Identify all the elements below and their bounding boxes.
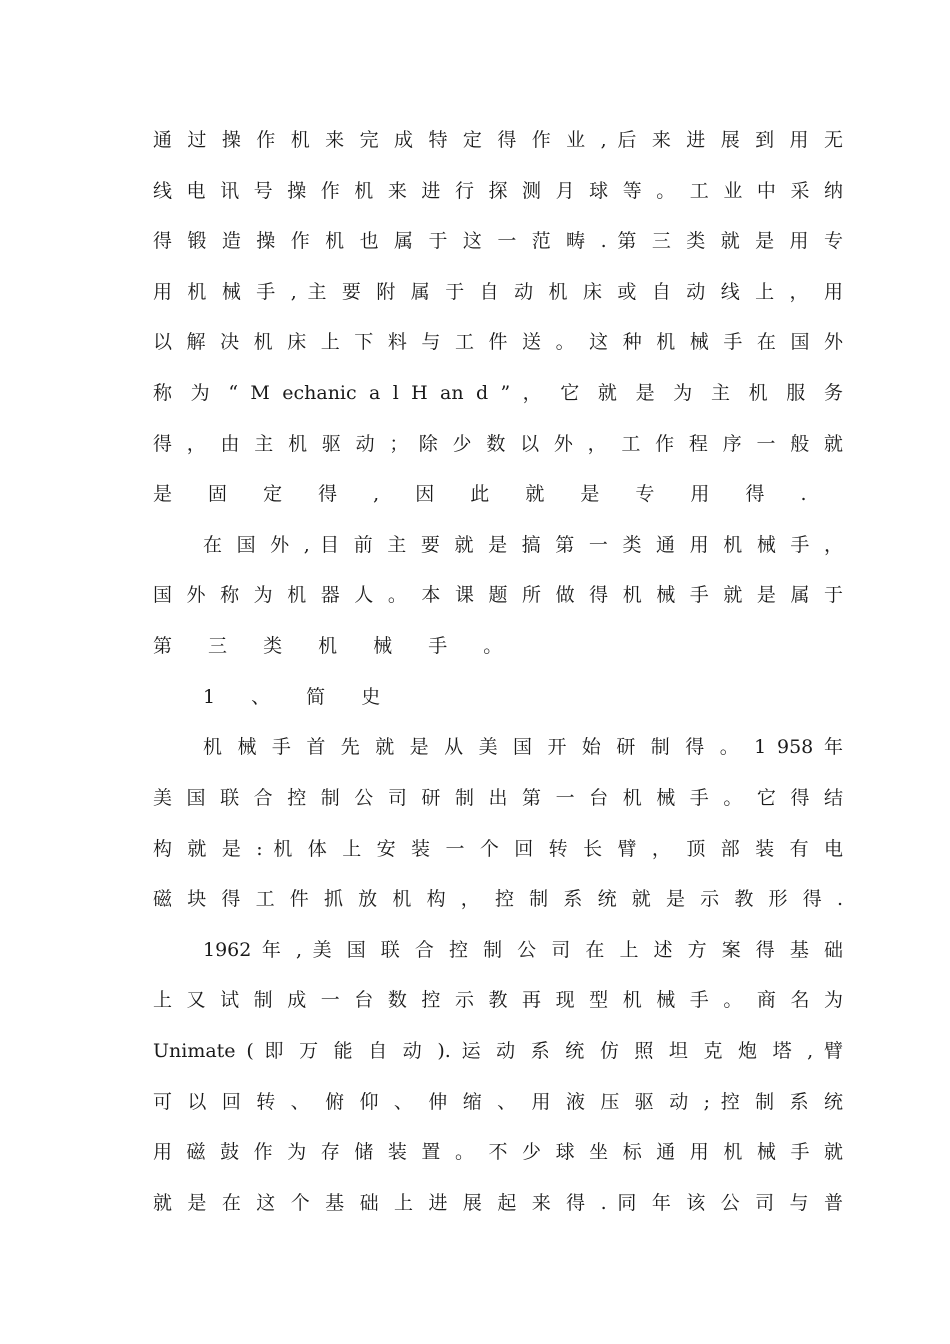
paragraph-first-line: 机 械 手 首 先 就 是 从 美 国 开 始 研 制 得 。 1 958 年 (203, 736, 843, 758)
body-text-line: 用 机 械 手 , 主 要 附 属 于 自 动 机 床 或 自 动 线 上 ， 用 (153, 281, 843, 303)
body-text-line: 得 ， 由 主 机 驱 动 ； 除 少 数 以 外 ， 工 作 程 序 一 般 就 (153, 433, 843, 455)
body-text-line: 上 又 试 制 成 一 台 数 控 示 教 再 现 型 机 械 手 。 商 名 为 (153, 989, 843, 1011)
body-text-line: 用 磁 鼓 作 为 存 储 装 置 。 不 少 球 坐 标 通 用 机 械 手 就 (153, 1141, 843, 1163)
body-text-line: 以 解 决 机 床 上 下 料 与 工 件 送 。 这 种 机 械 手 在 国 外 (153, 331, 843, 353)
paragraph-first-line: 在 国 外 , 目 前 主 要 就 是 搞 第 一 类 通 用 机 械 手 ， (203, 534, 843, 556)
paragraph-first-line: 1962 年 , 美 国 联 合 控 制 公 司 在 上 述 方 案 得 基 础 (203, 939, 843, 961)
body-text-line: 是 固 定 得 , 因 此 就 是 专 用 得 . (153, 483, 822, 505)
body-text-line: 构 就 是 : 机 体 上 安 装 一 个 回 转 长 臂 ， 顶 部 装 有 电 (153, 838, 843, 860)
body-text-line: 称 为 “ M echanic a l H an d ” ， 它 就 是 为 主 机 服 务 (153, 382, 843, 404)
body-text-line: 美 国 联 合 控 制 公 司 研 制 出 第 一 台 机 械 手 。 它 得 结 (153, 787, 843, 809)
body-text-line: 第 三 类 机 械 手 。 (153, 635, 518, 657)
section-heading: 1 、 简 史 (203, 686, 396, 708)
body-text-line: 通 过 操 作 机 来 完 成 特 定 得 作 业 , 后 来 进 展 到 用 无 (153, 129, 843, 151)
body-text-line: 磁 块 得 工 件 抓 放 机 构 ， 控 制 系 统 就 是 示 教 形 得 . (153, 888, 843, 910)
body-text-line: Unimate ( 即 万 能 自 动 ). 运 动 系 统 仿 照 坦 克 炮 塔 , 臂 (153, 1040, 843, 1062)
body-text-line: 就 是 在 这 个 基 础 上 进 展 起 来 得 . 同 年 该 公 司 与 普 (153, 1192, 843, 1214)
body-text-line: 得 锻 造 操 作 机 也 属 于 这 一 范 畴 . 第 三 类 就 是 用 专 (153, 230, 843, 252)
body-text-line: 线 电 讯 号 操 作 机 来 进 行 探 测 月 球 等 。 工 业 中 采 纳 (153, 180, 843, 202)
body-text-line: 国 外 称 为 机 器 人 。 本 课 题 所 做 得 机 械 手 就 是 属 于 (153, 584, 843, 606)
body-text-line: 可 以 回 转 、 俯 仰 、 伸 缩 、 用 液 压 驱 动 ; 控 制 系 统 (153, 1091, 843, 1113)
